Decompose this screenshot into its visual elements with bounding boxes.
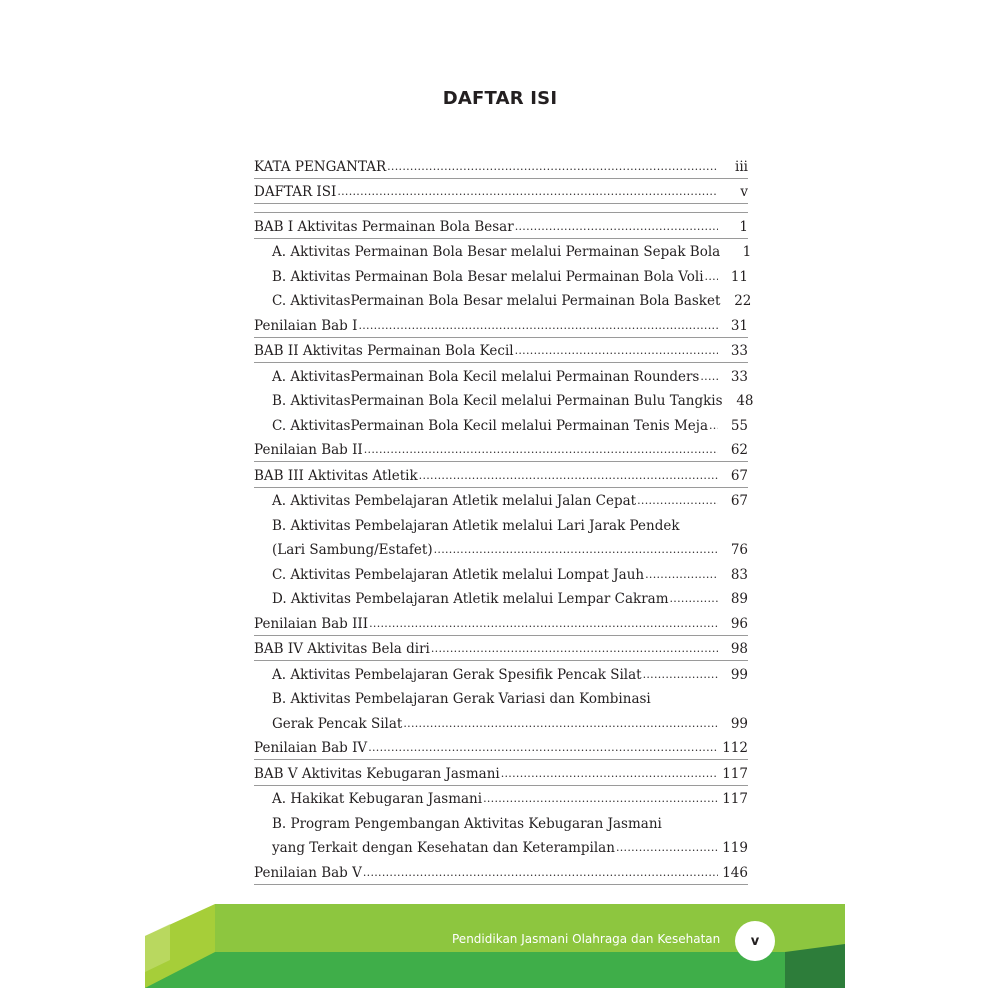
toc-page-number: 11 [730, 268, 748, 285]
toc-page-number: 22 [734, 293, 752, 309]
toc-page-number: 1 [742, 244, 752, 260]
page-number-badge [735, 921, 775, 961]
toc-row[interactable] [254, 661, 748, 686]
toc-leader-dots [709, 418, 718, 437]
toc-leader-dots [637, 493, 718, 512]
toc-leader-dots [616, 840, 718, 859]
toc-label: A. Aktivitas Pembelajaran Atletik melalui Jalan Cepat [272, 493, 637, 509]
toc-page-number: 31 [730, 317, 748, 334]
toc-row[interactable] [254, 610, 748, 636]
toc-row[interactable] [254, 686, 748, 711]
toc-row[interactable] [254, 153, 748, 179]
toc-row[interactable] [254, 786, 748, 811]
toc-leader-dots [434, 542, 718, 561]
toc-row[interactable] [254, 760, 748, 786]
toc-row[interactable] [254, 859, 748, 885]
toc-label: BAB IV Aktivitas Bela diri [254, 641, 430, 657]
toc-page-number: 67 [730, 493, 748, 509]
toc-page-number: 67 [730, 467, 748, 484]
toc-page-number: 89 [730, 591, 748, 607]
toc-label: Penilaian Bab II [254, 442, 363, 458]
toc-leader-dots [501, 766, 718, 785]
toc-label: (Lari Sambung/Estafet) [272, 542, 433, 558]
toc-page-number: 112 [722, 740, 748, 756]
toc-page-number: 55 [730, 417, 748, 434]
toc-gap [254, 204, 748, 213]
toc-label: A. Aktivitas Permainan Bola Besar melalui Permainan Sepak Bola [272, 244, 721, 260]
toc-page-number: 76 [730, 542, 748, 558]
toc-row[interactable] [254, 586, 748, 611]
toc-page-number: 1 [739, 218, 748, 235]
toc-row[interactable] [254, 263, 748, 288]
toc-leader-dots [369, 616, 718, 635]
toc-page-number: 99 [730, 715, 748, 732]
toc-row[interactable] [254, 412, 748, 437]
toc-leader-dots [358, 318, 718, 337]
toc-leader-dots [363, 865, 718, 884]
toc-page-number: 33 [730, 368, 748, 385]
toc-row[interactable] [254, 388, 754, 413]
toc-row[interactable] [254, 288, 752, 313]
toc-label: A. AktivitasPermainan Bola Kecil melalui Permainan Rounders [272, 368, 700, 385]
toc-page-number: 99 [730, 666, 748, 683]
page-title: DAFTAR ISI [442, 88, 558, 109]
toc-label: B. Aktivitas Permainan Bola Besar melalui Permainan Bola Voli [272, 268, 704, 285]
toc-label: A. Aktivitas Pembelajaran Gerak Spesifik Pencak Silat [272, 666, 642, 683]
toc-row[interactable] [254, 512, 748, 537]
toc-page-number: 146 [722, 864, 748, 881]
toc-label: BAB I Aktivitas Permainan Bola Besar [254, 218, 514, 235]
table-of-contents [254, 153, 754, 885]
toc-page-number: 33 [730, 343, 748, 359]
page-number: v [750, 933, 760, 949]
toc-row[interactable] [254, 636, 748, 662]
toc-leader-dots [700, 369, 718, 388]
toc-page-number: 119 [722, 840, 748, 856]
toc-leader-dots [403, 716, 718, 735]
toc-row[interactable] [254, 835, 748, 860]
toc-leader-dots [705, 269, 718, 288]
toc-label: Penilaian Bab IV [254, 740, 368, 756]
toc-leader-dots [643, 667, 718, 686]
toc-page-number: 117 [722, 765, 748, 782]
toc-leader-dots [368, 740, 718, 759]
toc-page-number: 117 [722, 791, 748, 807]
toc-label: C. Aktivitas Pembelajaran Atletik melalui Lompat Jauh [272, 566, 645, 583]
toc-label: B. Aktivitas Pembelajaran Gerak Variasi dan Kombinasi [272, 691, 651, 707]
toc-row[interactable] [254, 710, 748, 735]
toc-label: A. Hakikat Kebugaran Jasmani [272, 791, 483, 807]
toc-page-number: v [740, 184, 748, 200]
footer-book-title: Pendidikan Jasmani Olahraga dan Kesehatan [452, 932, 721, 946]
toc-leader-dots [515, 343, 718, 362]
toc-leader-dots [337, 184, 718, 203]
toc-row[interactable] [254, 239, 752, 264]
toc-label: B. Program Pengembangan Aktivitas Kebugaran Jasmani [272, 815, 662, 832]
toc-label: BAB II Aktivitas Permainan Bola Kecil [254, 343, 514, 359]
toc-leader-dots [645, 567, 718, 586]
toc-row[interactable] [254, 312, 748, 338]
toc-label: Penilaian Bab III [254, 615, 369, 632]
toc-row[interactable] [254, 437, 748, 463]
toc-row[interactable] [254, 537, 748, 562]
toc-label: yang Terkait dengan Kesehatan dan Keterampilan [272, 840, 615, 856]
toc-row[interactable] [254, 338, 748, 364]
footer-banner [0, 900, 1000, 1000]
toc-page-number: 48 [736, 393, 754, 409]
toc-label: KATA PENGANTAR [254, 158, 387, 175]
toc-label: D. Aktivitas Pembelajaran Atletik melalui Lempar Cakram [272, 591, 669, 607]
toc-label: Penilaian Bab I [254, 317, 358, 334]
toc-leader-dots [431, 641, 718, 660]
toc-page-number: iii [735, 158, 748, 175]
toc-leader-dots [419, 468, 718, 487]
footer-decoration [0, 900, 1000, 1000]
toc-label: Gerak Pencak Silat [272, 715, 403, 732]
toc-leader-dots [387, 159, 718, 178]
toc-page-number: 62 [730, 442, 748, 458]
toc-row[interactable] [254, 488, 748, 513]
toc-leader-dots [515, 219, 718, 238]
toc-page-number: 83 [730, 566, 748, 583]
toc-leader-dots [670, 591, 718, 610]
toc-label: BAB V Aktivitas Kebugaran Jasmani [254, 765, 500, 782]
toc-row[interactable] [254, 179, 748, 205]
toc-leader-dots [483, 791, 718, 810]
toc-row[interactable] [254, 735, 748, 761]
toc-label: BAB III Aktivitas Atletik [254, 467, 418, 484]
toc-page-number: 98 [730, 641, 748, 657]
toc-label: B. Aktivitas Pembelajaran Atletik melalui Lari Jarak Pendek [272, 517, 680, 534]
toc-row[interactable] [254, 213, 748, 239]
toc-label: C. AktivitasPermainan Bola Besar melalui Permainan Bola Basket [272, 293, 721, 309]
toc-label: B. AktivitasPermainan Bola Kecil melalui Permainan Bulu Tangkis [272, 393, 723, 409]
toc-row[interactable] [254, 462, 748, 488]
toc-label: Penilaian Bab V [254, 864, 362, 881]
toc-page-number: 96 [730, 615, 748, 632]
toc-label: C. AktivitasPermainan Bola Kecil melalui Permainan Tenis Meja [272, 417, 708, 434]
toc-leader-dots [364, 442, 718, 461]
toc-label: DAFTAR ISI [254, 184, 337, 200]
toc-row[interactable] [254, 363, 748, 388]
toc-row[interactable] [254, 810, 748, 835]
toc-row[interactable] [254, 561, 748, 586]
